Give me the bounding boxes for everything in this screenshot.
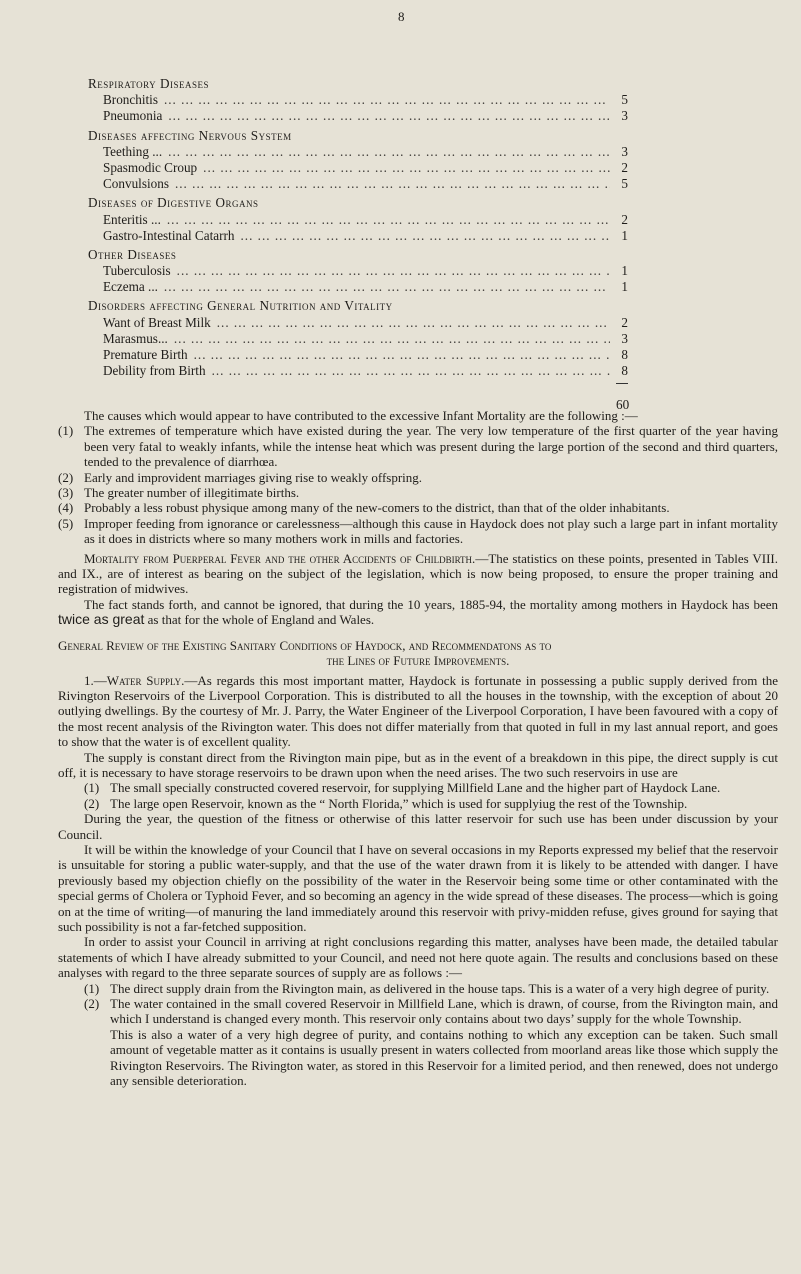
fact-paragraph <box>58 597 778 628</box>
row-value: 2 <box>621 159 628 175</box>
table-row <box>88 160 628 176</box>
list-item <box>84 981 778 996</box>
row-value: 2 <box>621 211 628 227</box>
item-number: (3) <box>58 485 74 501</box>
causes-intro: The causes which would appear to have contributed to the excessive Infant Mortality are the following :— <box>84 408 638 423</box>
row-value: 5 <box>621 92 628 108</box>
list-item <box>58 516 778 547</box>
puerperal-heading: Mortality from Puerperal Fever and the other Accidents of Childbirth. <box>84 550 476 566</box>
item-text: Probably a less robust physique among many of the new-comers to the district, than that of the older inhabitants. <box>84 500 670 516</box>
item-text: The water contained in the small covered Reservoir in Millfield Lane, which is drawn, of course, from the Rivington main, and which I understand is changed every month. This reservoir only contains about two days’ supply for the whole Township. <box>110 996 778 1027</box>
total-rule-row <box>88 379 628 395</box>
item-number: (5) <box>58 515 74 531</box>
table-row <box>88 331 628 347</box>
puerperal-text: —The statistics on these points, presented in Tables VIII. and IX., are of interest as bearing on the subject of the legislation, which is now being proposed, to ensure the proper training and registration of midwives. <box>58 550 778 597</box>
item-number: (2) <box>84 795 100 811</box>
paragraph: During the year, the question of the fitness or otherwise of this latter reservoir for such use has been under discussion by your Council. <box>58 811 778 842</box>
paragraph: In order to assist your Council in arriving at right conclusions regarding this matter, analyses have been made, the detailed tabular statements of which I have already submitted to your Council, and need not here quote again. The results and conclusions based on these analyses with regard to the three separate sources of supply are as follows :— <box>58 934 778 981</box>
section-heading: Diseases affecting Nervous System <box>88 127 292 143</box>
row-value: 3 <box>621 330 628 346</box>
fact-text-end: as that for the whole of England and Wales. <box>147 612 375 628</box>
row-label: Debility from Birth <box>103 363 206 379</box>
row-label: Eczema ... <box>103 279 158 295</box>
row-label: Spasmodic Croup <box>103 159 198 175</box>
source-note: This is also a water of a very high degree of purity, and contains nothing to which any exception can be taken. Such small amount of vegetable matter as it contains is usually present in waters collected from moorland areas like those which supply the Rivington Reservoirs. The Rivington water, as stored in this Reservoir for a limited period, and then renewed, does not undergo any sensible deterioration. <box>110 1026 778 1089</box>
item-text: The small specially constructed covered reservoir, for supplying Millfield Lane and the higher part of Haydock Lane. <box>110 780 721 796</box>
table-row <box>88 363 628 379</box>
table-row <box>88 279 628 295</box>
fact-text: The fact stands forth, and cannot be ignored, that during the 10 years, 1885-94, the mortality among mothers in Haydock has been <box>84 596 778 612</box>
section-heading: Other Diseases <box>88 246 177 262</box>
table-row <box>88 144 628 160</box>
list-item <box>84 796 778 811</box>
table-row <box>88 108 628 124</box>
row-value: 8 <box>621 363 628 379</box>
table-row <box>88 212 628 228</box>
row-label: Teething ... <box>103 143 163 159</box>
item-number: (1) <box>84 980 100 996</box>
review-subheading: the Lines of Future Improvements. <box>326 653 510 669</box>
infant-deaths-table <box>88 76 628 414</box>
report-body <box>58 408 778 1088</box>
row-label: Want of Breast Milk <box>103 314 211 330</box>
section-heading: Disorders affecting General Nutrition and Vitality <box>88 298 393 314</box>
list-item <box>84 996 778 1027</box>
row-label: Tuberculosis <box>103 263 171 279</box>
row-value: 1 <box>621 227 628 243</box>
list-item <box>84 780 778 795</box>
row-label: Premature Birth <box>103 347 188 362</box>
item-number: (2) <box>84 996 100 1012</box>
paragraph: The supply is constant direct from the Rivington main pipe, but as in the event of a breakdown in this pipe, the direct supply is cut off, it is necessary to have storage reservoirs to be drawn upon when the need arises. The two such reservoirs in use are <box>58 749 778 780</box>
table-row <box>88 263 628 279</box>
table-row <box>88 176 628 192</box>
item-text: Improper feeding from ignorance or carelessness—although this cause in Haydock does not play such a large part in infant mortality as it does in districts where so many mothers work in mills and factories. <box>84 515 778 547</box>
page-number: 8 <box>398 9 405 24</box>
list-item <box>58 485 778 500</box>
paragraph <box>84 1027 778 1089</box>
list-item <box>58 500 778 515</box>
row-value: 8 <box>621 347 628 362</box>
row-label: Pneumonia <box>103 108 163 124</box>
item-text: The direct supply drain from the Rivington main, as delivered in the house taps. This is a water of a very high degree of purity. <box>110 980 770 996</box>
row-label: Gastro-Intestinal Catarrh <box>103 227 235 243</box>
row-value: 5 <box>621 176 628 192</box>
row-value: 3 <box>621 143 628 159</box>
row-label: Bronchitis <box>103 92 158 108</box>
table-row <box>88 228 628 244</box>
row-label: Marasmus... <box>103 330 168 346</box>
sources-list <box>58 981 778 1089</box>
item-text: The extremes of temperature which have existed during the year. The very low temperature of the first quarter of the year having been very fatal to weakly infants, while the intense heat which was present during the large portion of the second and third quarters, tended to the prevalence of diarrhœa. <box>84 423 778 470</box>
section-heading: Respiratory Diseases <box>88 76 209 91</box>
water-heading: 1.—Water Supply. <box>84 672 185 688</box>
row-value: 3 <box>621 108 628 124</box>
puerperal-paragraph <box>58 551 778 597</box>
item-number: (2) <box>58 469 74 485</box>
item-number: (1) <box>84 780 100 796</box>
row-label: Convulsions <box>103 176 169 192</box>
item-text: Early and improvident marriages giving rise to weakly offspring. <box>84 469 423 485</box>
emphasis-text: twice as great <box>58 611 145 628</box>
list-item <box>58 423 778 469</box>
item-number: (4) <box>58 500 74 516</box>
water-text: —As regards this most important matter, Haydock is fortunate in possessing a public supply derived from the Rivington Reservoirs of the Liverpool Corporation. This is distributed to all the houses in the township, with the exception of about 20 outlying dwellings. By the courtesy of Mr. J. Parry, the Water Engineer of the Liverpool Corporation, I have been favoured with a copy of the most recent analysis of the Rivington water. This does not differ materially from that quoted in full in my last annual report, and goes to show that the water is of excellent quality. <box>58 672 779 750</box>
row-label: Enteritis ... <box>103 211 161 227</box>
item-text: The greater number of illegitimate births. <box>84 485 300 501</box>
table-row <box>88 315 628 331</box>
total-value: 60 <box>616 396 630 412</box>
total-rule <box>616 383 628 384</box>
review-heading: General Review of the Existing Sanitary Conditions of Haydock, and Recommendatons as to <box>58 637 552 653</box>
table-row <box>88 92 628 108</box>
paragraph: It will be within the knowledge of your Council that I have on several occasions in my Reports expressed my belief that the reservoir is unsuitable for storing a public water-supply, and that the use of the water drawn from it is likely to be attended with danger. I have previously based my objection chiefly on the possibility of the water in the Reservoir being some time or other contaminated with the special germs of Cholera or Typhoid Fever, and so becoming an agency in the wide spread of these diseases. The process—which is going on at the time of writing—of manuring the land immediately around this reservoir with privy-midden refuse, gives ground for saying that such possibility is not a far-fetched supposition. <box>58 841 778 934</box>
row-value: 1 <box>621 279 628 295</box>
item-number: (1) <box>58 423 74 439</box>
section-heading: Diseases of Digestive Organs <box>88 195 259 211</box>
table-row <box>88 347 628 363</box>
row-value: 2 <box>621 314 628 330</box>
list-item <box>58 470 778 485</box>
water-paragraph <box>58 673 778 750</box>
causes-list <box>58 423 778 546</box>
item-text: The large open Reservoir, known as the “ North Florida,” which is used for supplyiug the rest of the Township. <box>110 795 688 811</box>
row-value: 1 <box>621 263 628 279</box>
reservoirs-list <box>58 780 778 811</box>
